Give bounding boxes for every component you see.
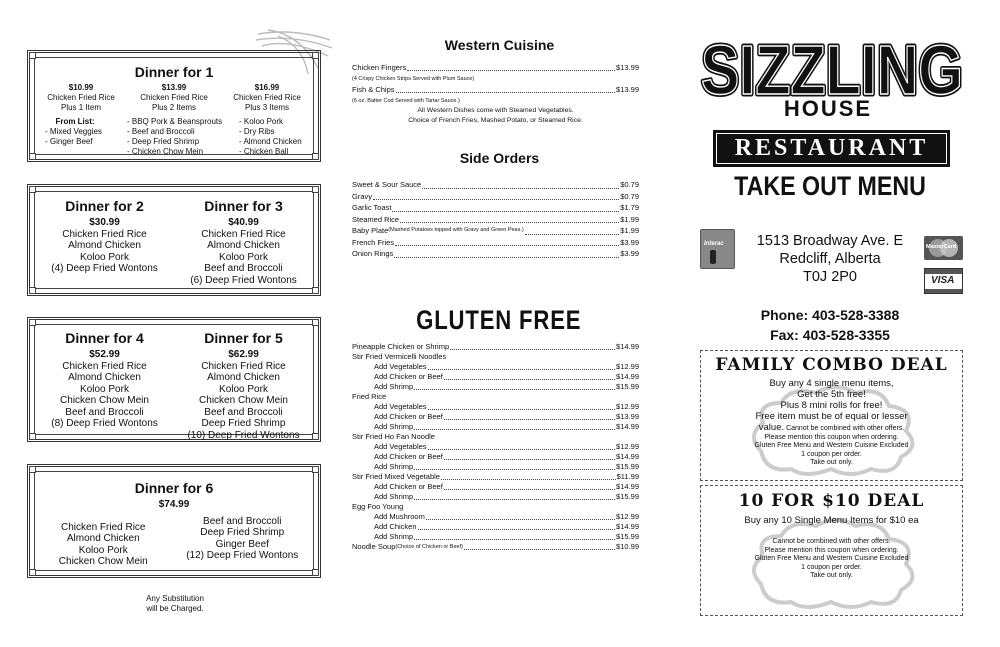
item-name: Steamed Rice: [352, 214, 400, 224]
western-footer: [352, 106, 639, 126]
menu-item: Almond Chicken: [207, 372, 280, 383]
list-item: - Almond Chicken: [239, 137, 302, 146]
restaurant-label: RESTAURANT: [734, 135, 929, 161]
item-name: Stir Fried Vermicelli Noodles: [352, 352, 447, 361]
menu-item: Koloo Pork: [219, 251, 268, 263]
from-list-label: From List:: [55, 117, 95, 126]
coupon-line: value.: [758, 422, 785, 433]
footer-line: Choice of French Fries, Mashed Potato, or Steamed Rice.: [408, 117, 583, 124]
dinner-for-1-title: Dinner for 1: [134, 64, 214, 80]
item-name: Pineapple Chicken or Shrimp: [352, 342, 450, 351]
menu-row: [352, 342, 639, 352]
gluten-free-section: [352, 305, 639, 552]
gluten-free-title: GLUTEN FREE: [416, 305, 582, 335]
item-price: $12.99: [616, 512, 639, 521]
item-price: $12.99: [616, 362, 639, 371]
menu-item: (10) Deep Fried Wontons: [187, 429, 300, 441]
list-item: - Koloo Pork: [239, 117, 284, 126]
item-price: $1.99: [620, 214, 639, 224]
family-combo-coupon: [700, 350, 963, 481]
menu-row: [352, 542, 639, 552]
item-name: French Fries: [352, 237, 395, 247]
item-note: (Choice of Chicken or Beef): [395, 544, 463, 550]
list-item: - Chicken Chow Mein: [127, 147, 204, 156]
visa-icon: [924, 268, 963, 294]
family-combo-title: FAMILY COMBO DEAL: [715, 355, 948, 375]
menu-item: Chicken Chow Mein: [199, 395, 288, 406]
visa-label: VISA: [931, 275, 955, 286]
item-name: Chicken Fingers: [352, 63, 407, 72]
menu-row: [352, 362, 639, 372]
menu-item: Almond Chicken: [207, 240, 280, 251]
option-line: Chicken Fried Rice: [47, 93, 115, 102]
menu-item: (12) Deep Fried Wontons: [186, 550, 299, 561]
list-item: - Chicken Ball: [239, 147, 289, 156]
menu-row: [352, 402, 639, 412]
menu-item: Koloo Pork: [78, 544, 128, 556]
western-cuisine-title: Western Cuisine: [444, 37, 555, 53]
item-price: $3.99: [620, 249, 639, 258]
item-name: Egg Foo Young: [352, 502, 404, 511]
take-out-menu-title: TAKE OUT MENU: [734, 171, 926, 201]
menu-item: Koloo Pork: [80, 251, 129, 263]
western-cuisine-section: [352, 37, 639, 126]
menu-row: [352, 63, 639, 73]
menu-row: [352, 179, 639, 191]
option-line: Plus 3 Items: [244, 103, 289, 112]
item-price: $14.99: [616, 482, 639, 491]
item-name: Noodle Soup: [352, 542, 396, 551]
menu-row: [352, 392, 639, 402]
side-orders-title: Side Orders: [459, 150, 540, 166]
item-name: Sweet & Sour Sauce: [352, 180, 422, 189]
item-name: Add Chicken: [374, 522, 417, 531]
menu-item: Deep Fried Shrimp: [201, 418, 286, 429]
item-name: Add Vegetables: [374, 362, 427, 371]
item-price: $14.99: [616, 372, 639, 381]
coupon-line: Free item must be of equal or lesser: [755, 411, 908, 422]
list-item: - Mixed Veggies: [45, 127, 102, 136]
interac-label: Interac: [704, 241, 724, 247]
menu-row: [352, 372, 639, 382]
item-name: Add Shrimp: [374, 382, 414, 391]
ten-for-ten-coupon: [700, 485, 963, 616]
option-price: $13.99: [161, 83, 187, 92]
dinner-for-3-title: Dinner for 3: [204, 198, 283, 214]
item-name: Fish & Chips: [352, 85, 395, 94]
option-price: $10.99: [68, 83, 94, 92]
menu-row: [352, 502, 639, 512]
menu-row: [352, 237, 639, 249]
item-name: Stir Fried Ho Fan Noodle: [352, 432, 435, 441]
substitution-note: [120, 594, 230, 614]
menu-row: [352, 214, 639, 226]
menu-row: [352, 85, 639, 95]
dinner-for-6-title: Dinner for 6: [134, 480, 214, 496]
dinner-for-6-box: [27, 464, 321, 578]
menu-row: [352, 442, 639, 452]
dinner-for-1-box: [27, 50, 321, 162]
dinner-for-6-price: $74.99: [158, 499, 190, 510]
item-price: $12.99: [616, 402, 639, 411]
note-line: Any Substitution: [146, 594, 204, 603]
menu-item: (4) Deep Fried Wontons: [51, 263, 158, 274]
item-name: Baby Plate: [352, 226, 389, 235]
menu-item: Chicken Fried Rice: [201, 228, 286, 240]
coupon-small-line: Please mention this coupon when ordering.: [764, 433, 899, 441]
coupon-line: Buy any 10 Single Menu Items for $10 ea: [744, 515, 919, 526]
item-price: $12.99: [616, 442, 639, 451]
menu-item: (8) Deep Fried Wontons: [51, 418, 158, 429]
coupon-line: Plus 8 mini rolls for free!: [780, 400, 883, 411]
dinner-for-2-3-box: [27, 184, 321, 296]
coupon-small-line: Gluten Free Menu and Western Cuisine Excluded: [754, 442, 909, 449]
list-item: - BBQ Pork & Beansprouts: [127, 117, 223, 126]
coupon-small-line: Please mention this coupon when ordering.: [764, 546, 899, 554]
dinner-for-5-price: $62.99: [228, 349, 259, 360]
side-orders-section: [352, 150, 639, 260]
mastercard-label: MasterCard: [926, 244, 957, 250]
menu-row: [352, 472, 639, 482]
dinner-for-4-price: $52.99: [89, 349, 120, 360]
item-price: $15.99: [616, 492, 639, 501]
item-name: Add Shrimp: [374, 422, 414, 431]
mastercard-icon: [924, 236, 963, 260]
list-item: - Beef and Broccoli: [127, 127, 195, 136]
menu-row: [352, 482, 639, 492]
item-name: Add Chicken or Beef: [374, 452, 443, 461]
dinner-for-4-title: Dinner for 4: [65, 330, 144, 346]
fax-number: Fax: 403-528-3355: [770, 327, 890, 343]
menu-item: Almond Chicken: [68, 372, 141, 383]
menu-item: Koloo Pork: [219, 383, 268, 395]
dinner-for-1-options: [35, 80, 313, 113]
ten-for-ten-title: 10 FOR $10 DEAL: [738, 491, 925, 511]
list-item: - Ginger Beef: [45, 137, 93, 146]
item-price: $14.99: [616, 422, 639, 431]
footer-line: All Western Dishes come with Steamed Vegetables.: [417, 107, 574, 114]
coupon-small-line: Cannot be combined with other offers.: [772, 538, 891, 545]
dinner-for-4-5-box: [27, 317, 321, 442]
item-name: Add Chicken or Beef: [374, 482, 443, 491]
dinner-for-1-list: [35, 113, 313, 157]
menu-row: [352, 492, 639, 502]
menu-item: Ginger Beef: [215, 538, 269, 550]
item-price: $15.99: [616, 462, 639, 471]
menu-item: Chicken Chow Mein: [60, 395, 149, 406]
menu-item: Beef and Broccoli: [203, 515, 282, 527]
item-price: $11.99: [616, 472, 639, 481]
item-name: Garlic Toast: [352, 203, 392, 212]
coupon-small-line: Take out only.: [810, 459, 853, 466]
menu-row: [352, 352, 639, 362]
item-note: (6 oz. Batter Cod Served with Tartar Sauce.): [352, 98, 460, 104]
item-note: (Mashed Potatoes topped with Gravy and Green Peas.): [388, 227, 524, 233]
dinner-for-3-price: $40.99: [228, 217, 259, 228]
menu-row: [352, 432, 639, 442]
menu-item: Koloo Pork: [80, 383, 129, 395]
menu-item: (6) Deep Fried Wontons: [190, 274, 297, 286]
menu-row: [352, 202, 639, 214]
menu-row: [352, 412, 639, 422]
menu-item: Chicken Fried Rice: [62, 228, 147, 240]
item-price: $0.79: [620, 191, 639, 201]
gluten-free-list: [352, 342, 639, 542]
item-price: $10.99: [616, 542, 639, 551]
menu-row: [352, 191, 639, 203]
menu-item: Almond Chicken: [68, 240, 141, 251]
menu-row: [352, 225, 639, 237]
dinner-for-2-title: Dinner for 2: [65, 198, 144, 214]
item-price: $1.99: [620, 226, 639, 235]
coupon-small-line: 1 coupon per order.: [801, 563, 862, 571]
item-price: $14.99: [616, 342, 639, 351]
item-name: Onion Rings: [352, 249, 394, 258]
menu-item: Chicken Fried Rice: [201, 360, 286, 372]
menu-row: [352, 248, 639, 260]
sizzling-logo-outline: SIZZLING: [701, 31, 963, 109]
dinner-for-5-title: Dinner for 5: [204, 330, 283, 346]
menu-item: Chicken Fried Rice: [62, 360, 147, 372]
menu-row: [352, 462, 639, 472]
item-name: Add Shrimp: [374, 532, 414, 541]
item-price: $1.79: [620, 203, 639, 212]
item-name: Add Chicken or Beef: [374, 412, 443, 421]
item-name: Fried Rice: [352, 392, 387, 401]
item-name: Add Shrimp: [374, 492, 414, 501]
menu-item: Almond Chicken: [66, 533, 140, 544]
coupon-line: Buy any 4 single menu items,: [769, 378, 894, 389]
menu-item: Chicken Chow Mein: [58, 556, 148, 567]
item-price: $13.99: [616, 412, 639, 421]
item-name: Add Chicken or Beef: [374, 372, 443, 381]
menu-row: [352, 512, 639, 522]
list-item: - Dry Ribs: [239, 127, 275, 136]
item-price: $0.79: [620, 180, 639, 189]
address-line: Redcliff, Alberta: [779, 251, 881, 267]
item-price: $13.99: [616, 85, 639, 94]
menu-item: Beef and Broccoli: [204, 406, 283, 418]
coupon-small-line: Take out only.: [810, 572, 853, 579]
item-name: Add Vegetables: [374, 402, 427, 411]
menu-row: [352, 422, 639, 432]
coupon-small-line: Cannot be combined with other offers.: [784, 425, 905, 432]
option-line: Chicken Fried Rice: [140, 93, 208, 102]
sizzling-logo-text: SIZZLING: [701, 31, 963, 109]
item-price: $15.99: [616, 532, 639, 541]
item-name: Add Shrimp: [374, 462, 414, 471]
menu-row: [352, 522, 639, 532]
option-price: $16.99: [254, 83, 280, 92]
option-line: Plus 1 Item: [60, 103, 101, 112]
item-note: (4 Crispy Chicken Strips Served with Plum Sauce): [352, 76, 475, 82]
item-price: $14.99: [616, 452, 639, 461]
item-price: $15.99: [616, 382, 639, 391]
menu-item: Beef and Broccoli: [204, 263, 283, 274]
coupon-line: Get the 5th free!: [797, 389, 866, 400]
item-name: Add Mushroom: [374, 512, 425, 521]
menu-item: Chicken Fried Rice: [61, 521, 146, 533]
menu-row: [352, 452, 639, 462]
contact-block: [720, 305, 940, 345]
address-line: T0J 2P0: [803, 269, 857, 285]
restaurant-banner: [713, 130, 950, 167]
menu-item: Deep Fried Shrimp: [200, 527, 285, 538]
menu-row: [352, 532, 639, 542]
item-name: Gravy: [352, 191, 373, 201]
address-line: 1513 Broadway Ave. E: [756, 233, 904, 249]
coupon-small-line: 1 coupon per order.: [801, 450, 862, 458]
item-price: $14.99: [616, 522, 639, 531]
address-block: [745, 232, 915, 286]
item-price: $13.99: [616, 63, 639, 72]
interac-icon: [700, 229, 735, 269]
list-item: - Deep Fried Shrimp: [127, 137, 200, 146]
phone-number: Phone: 403-528-3388: [760, 307, 900, 323]
item-name: Add Vegetables: [374, 442, 427, 451]
note-line: will be Charged.: [146, 604, 204, 613]
item-name: Stir Fried Mixed Vegetable: [352, 472, 440, 481]
menu-row: [352, 382, 639, 392]
item-price: $3.99: [620, 237, 639, 247]
option-line: Chicken Fried Rice: [233, 93, 301, 102]
house-title: HOUSE: [783, 96, 873, 121]
dinner-for-2-price: $30.99: [89, 217, 120, 228]
coupon-small-line: Gluten Free Menu and Western Cuisine Excluded: [754, 555, 909, 562]
menu-item: Beef and Broccoli: [65, 406, 144, 418]
option-line: Plus 2 Items: [151, 103, 196, 112]
